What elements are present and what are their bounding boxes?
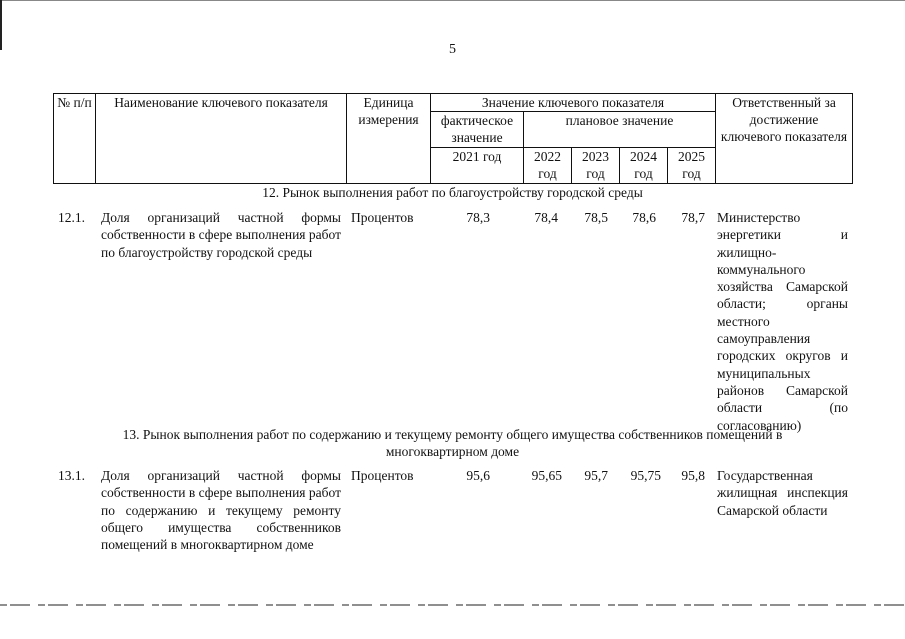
row-12-1-value-2025: 78,7 bbox=[681, 210, 705, 225]
row-13-1-value-2022: 95,65 bbox=[531, 468, 562, 483]
section-title-12: 12. Рынок выполнения работ по благоустройству городской среды bbox=[262, 185, 643, 200]
section-title-13: 13. Рынок выполнения работ по содержанию и текущему ремонту общего имущества собственников помещений в многоквартирном доме bbox=[122, 427, 783, 459]
row-13-1-responsible: Государственная жилищная инспекция Самарской области bbox=[717, 468, 848, 518]
row-13-1-value-2023: 95,7 bbox=[584, 468, 608, 483]
row-12-1-name: Доля организаций частной формы собственности в сфере выполнения работ по благоустройству городской среды bbox=[101, 210, 341, 260]
row-12-1-unit: Процентов bbox=[351, 210, 414, 225]
header-actual: фактическое значение bbox=[431, 112, 524, 148]
header-planned: плановое значение bbox=[524, 112, 716, 148]
header-num: № п/п bbox=[54, 94, 96, 184]
row-13-1-unit: Процентов bbox=[351, 468, 414, 483]
header-year-2022: 2022 год bbox=[524, 148, 572, 184]
page-number: 5 bbox=[449, 42, 456, 57]
header-unit: Единица измерения bbox=[347, 94, 431, 184]
row-12-1-value-2024: 78,6 bbox=[632, 210, 656, 225]
row-12-1-value-2022: 78,4 bbox=[534, 210, 558, 225]
row-13-1-value-2024: 95,75 bbox=[630, 468, 661, 483]
header-year-2025: 2025 год bbox=[668, 148, 716, 184]
header-year-2021: 2021 год bbox=[431, 148, 524, 184]
header-responsible: Ответственный за достижение ключевого показателя bbox=[716, 94, 853, 184]
header-year-2023: 2023 год bbox=[572, 148, 620, 184]
row-12-1-value-2023: 78,5 bbox=[584, 210, 608, 225]
header-value-group: Значение ключевого показателя bbox=[431, 94, 716, 112]
header-name: Наименование ключевого показателя bbox=[96, 94, 347, 184]
indicator-table-header bbox=[53, 93, 853, 184]
scan-artifact-line bbox=[0, 604, 905, 606]
row-12-1-responsible: Министерство энергетики и жилищно-коммунального хозяйства Самарской области; органы местного самоуправления городских округов и муниципальных районов Самарской области (по согласованию) bbox=[717, 210, 848, 433]
row-13-1-num: 13.1. bbox=[58, 468, 85, 483]
header-year-2024: 2024 год bbox=[620, 148, 668, 184]
row-12-1-num: 12.1. bbox=[58, 210, 85, 225]
row-13-1-value-2021: 95,6 bbox=[466, 468, 490, 483]
row-12-1-value-2021: 78,3 bbox=[466, 210, 490, 225]
top-edge-rule bbox=[0, 0, 905, 1]
row-13-1-value-2025: 95,8 bbox=[681, 468, 705, 483]
row-13-1-name: Доля организаций частной формы собственности в сфере выполнения работ по содержанию и текущему ремонту общего имущества собственников помещений в многоквартирном доме bbox=[101, 468, 341, 553]
